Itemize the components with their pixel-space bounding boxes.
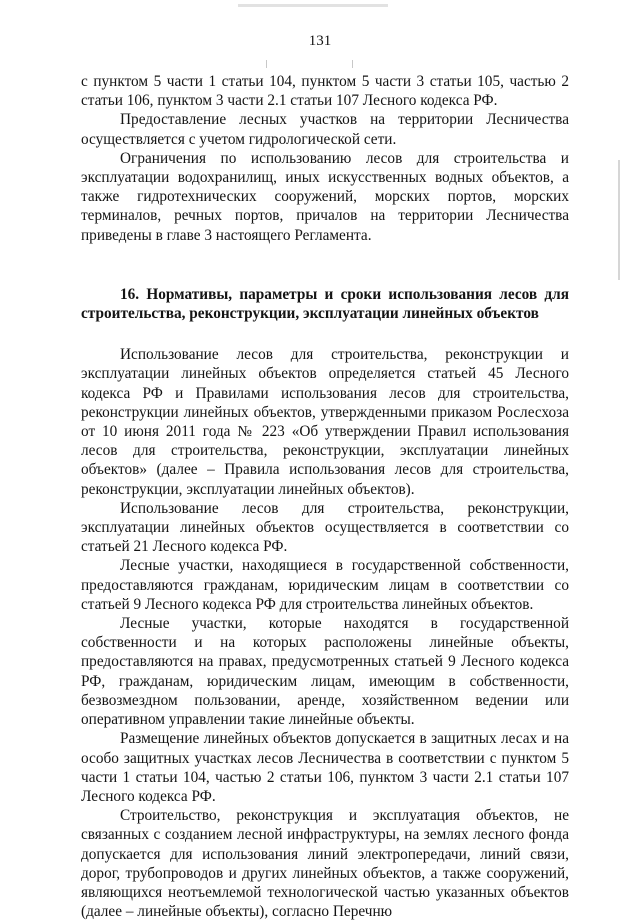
paragraph: Использование лесов для строительства, реконструкции, эксплуатации линейных объектов осуществляется в соответствии со статьей 21 Лесного кодекса РФ. [81,499,569,556]
paragraph: Ограничения по использованию лесов для строительства и эксплуатации водохранилищ, иных искусственных водных объектов, а также гидротехнических сооружений, морских портов, морских терминалов, речных портов, причалов на территории Лесничества приведены в главе 3 настоящего Регламента. [81,149,569,244]
page-number: 131 [308,33,332,49]
paragraph: Лесные участки, которые находятся в государственной собственности и на которых расположены линейные объекты, предоставляются на правах, предусмотренных статьей 9 Лесного кодекса РФ, гражданам, юридическим лицам, имеющим в собственности, безвозмездном пользовании, аренде, хозяйственном ведении или оперативном управлении такие линейные объекты. [81,615,569,729]
paragraph: Размещение линейных объектов допускается в защитных лесах и на особо защитных участках лесов Лесничества в соответствии с пунктом 5 части 1 статьи 104, частью 2 статьи 106, пунктом 3 части 2.1 статьи 107 Лесного кодекса РФ. [81,730,569,805]
paragraph: с пунктом 5 части 1 статьи 104, пунктом 5 части 3 статьи 105, частью 2 статьи 106, пунктом 3 части 2.1 статьи 107 Лесного кодекса РФ. [81,73,569,110]
document-body [81,72,569,921]
scan-artifact [266,60,267,68]
paragraph: Строительство, реконструкция и эксплуатация объектов, не связанных с созданием лесной инфраструктуры, на землях лесного фонда допускается для использования линий электропередачи, линий связи, дорог, трубопроводов и других линейных объектов, а также сооружений, являющихся неотъемлемой технологической частью указанных объектов (далее – линейные объекты), согласно Перечню [81,807,569,921]
paragraph: Предоставление лесных участков на территории Лесничества осуществляется с учетом гидрологической сети. [81,111,569,148]
section-heading: 16. Нормативы, параметры и сроки использования лесов для строительства, реконструкции, эксплуатации линейных объектов [81,285,569,323]
paragraph: Использование лесов для строительства, реконструкции и эксплуатации линейных объектов определяется статьей 45 Лесного кодекса РФ и Правилами использования лесов для строительства, реконструкции линейных объектов, утвержденными приказом Рослесхоза от 10 июня 2011 года № 223 «Об утверждении Правил использования лесов для строительства, реконструкции, эксплуатации линейных объектов» (далее – Правила использования лесов для строительства, реконструкции, эксплуатации линейных объектов). [81,346,569,498]
scan-artifact [238,4,388,7]
paragraph: Лесные участки, находящиеся в государственной собственности, предоставляются гражданам, юридическим лицам в соответствии со статьей 9 Лесного кодекса РФ для строительства линейных объектов. [81,557,569,613]
scan-artifact [352,60,353,68]
scan-artifact [618,160,620,280]
